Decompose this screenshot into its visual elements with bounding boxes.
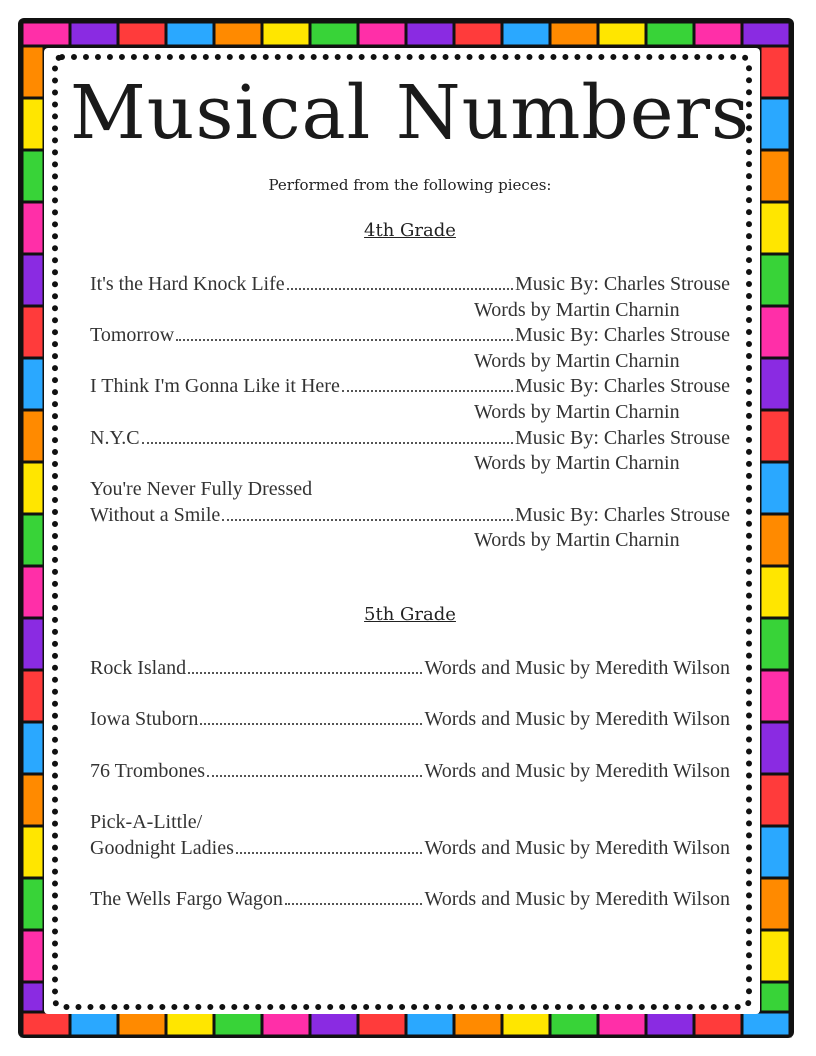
words-credit: Words by Martin Charnin — [474, 299, 680, 321]
border-tile — [22, 982, 44, 1012]
song-title: Iowa Stuborn — [90, 708, 199, 730]
list-item — [90, 655, 730, 681]
border-tile — [22, 826, 44, 878]
border-tile — [22, 618, 44, 670]
words-credit: Words by Martin Charnin — [474, 350, 680, 372]
section-heading-5th-grade: 5th Grade — [364, 604, 456, 625]
border-tile — [406, 22, 454, 46]
list-item — [90, 373, 730, 399]
credit: Words and Music by Meredith Wilson — [424, 888, 730, 910]
list-item — [90, 271, 730, 297]
border-tile — [406, 1012, 454, 1036]
list-item — [90, 758, 730, 784]
border-tile — [22, 98, 44, 150]
dot-leader — [207, 775, 422, 777]
border-tile — [22, 878, 44, 930]
song-title: Tomorrow — [90, 324, 175, 346]
list-item — [90, 706, 730, 732]
border-tile — [694, 22, 742, 46]
border-tile — [760, 826, 790, 878]
border-tile — [214, 22, 262, 46]
border-tile — [760, 46, 790, 98]
border-tile — [646, 22, 694, 46]
border-tile — [22, 22, 70, 46]
border-tile — [742, 1012, 790, 1036]
border-tile — [760, 202, 790, 254]
border-tile — [118, 1012, 166, 1036]
credit: Words and Music by Meredith Wilson — [424, 657, 730, 679]
list-item — [90, 835, 730, 861]
song-title-line1: You're Never Fully Dressed — [90, 478, 313, 500]
dot-leader — [188, 672, 422, 674]
credit: Words and Music by Meredith Wilson — [424, 837, 730, 859]
border-tile — [694, 1012, 742, 1036]
dot-leader — [200, 723, 422, 725]
list-item — [90, 886, 730, 912]
list-item — [90, 322, 730, 348]
border-tile — [760, 306, 790, 358]
border-tile — [760, 618, 790, 670]
border-tile — [760, 150, 790, 202]
border-tile — [22, 150, 44, 202]
border-tile — [262, 22, 310, 46]
border-tile — [760, 774, 790, 826]
dot-leader — [287, 288, 513, 290]
border-tile — [760, 410, 790, 462]
border-tile — [22, 358, 44, 410]
border-tile — [760, 254, 790, 306]
border-tile — [22, 410, 44, 462]
border-tile — [550, 1012, 598, 1036]
border-tile — [760, 358, 790, 410]
border-tile — [502, 1012, 550, 1036]
border-tile — [22, 46, 44, 98]
border-tile — [166, 1012, 214, 1036]
dot-leader — [222, 519, 513, 521]
border-tile — [22, 254, 44, 306]
border-tile — [22, 202, 44, 254]
border-tile — [760, 98, 790, 150]
border-tile — [502, 22, 550, 46]
border-tile — [760, 930, 790, 982]
border-tile — [22, 670, 44, 722]
music-credit: Music By: Charles Strouse — [515, 375, 730, 397]
border-tile — [598, 22, 646, 46]
border-tile — [760, 722, 790, 774]
dot-leader — [236, 852, 423, 854]
border-tile — [760, 982, 790, 1012]
music-credit: Music By: Charles Strouse — [515, 324, 730, 346]
border-tile — [550, 22, 598, 46]
dot-leader — [342, 390, 513, 392]
border-tile — [22, 514, 44, 566]
border-tile — [646, 1012, 694, 1036]
song-title: N.Y.C — [90, 427, 140, 449]
border-tile — [760, 514, 790, 566]
border-tile — [454, 1012, 502, 1036]
page-title: Musical Numbers — [70, 70, 750, 156]
song-title: Goodnight Ladies — [90, 837, 234, 859]
words-credit: Words by Martin Charnin — [474, 452, 680, 474]
music-credit: Music By: Charles Strouse — [515, 427, 730, 449]
border-tile — [22, 722, 44, 774]
border-tile — [22, 306, 44, 358]
song-title: 76 Trombones — [90, 760, 206, 782]
song-title: I Think I'm Gonna Like it Here — [90, 375, 340, 397]
credit: Words and Music by Meredith Wilson — [424, 708, 730, 730]
song-title: The Wells Fargo Wagon — [90, 888, 283, 910]
border-tile — [70, 1012, 118, 1036]
song-title: Rock Island — [90, 657, 187, 679]
border-tile — [760, 878, 790, 930]
song-title: It's the Hard Knock Life — [90, 273, 285, 295]
border-tile — [214, 1012, 262, 1036]
dot-leader — [285, 903, 423, 905]
border-tile — [358, 1012, 406, 1036]
border-tile — [22, 930, 44, 982]
border-tile — [598, 1012, 646, 1036]
border-tile — [166, 22, 214, 46]
border-tile — [22, 462, 44, 514]
border-tile — [358, 22, 406, 46]
words-credit: Words by Martin Charnin — [474, 401, 680, 423]
border-tile — [760, 566, 790, 618]
border-tile — [22, 566, 44, 618]
border-tile — [310, 1012, 358, 1036]
border-tile — [70, 22, 118, 46]
border-tile — [310, 22, 358, 46]
section-heading-4th-grade: 4th Grade — [364, 220, 456, 241]
words-credit: Words by Martin Charnin — [474, 529, 680, 551]
border-tile — [22, 774, 44, 826]
border-tile — [22, 1012, 70, 1036]
border-tile — [742, 22, 790, 46]
border-tile — [760, 670, 790, 722]
border-tile — [262, 1012, 310, 1036]
music-credit: Music By: Charles Strouse — [515, 504, 730, 526]
song-title-line1: Pick-A-Little/ — [90, 811, 203, 833]
song-title: Without a Smile — [90, 504, 221, 526]
list-item — [90, 502, 730, 528]
credit: Words and Music by Meredith Wilson — [424, 760, 730, 782]
border-tile — [454, 22, 502, 46]
list-item — [90, 425, 730, 451]
border-tile — [118, 22, 166, 46]
dot-leader — [176, 339, 513, 341]
page-subtitle: Performed from the following pieces: — [268, 176, 552, 194]
music-credit: Music By: Charles Strouse — [515, 273, 730, 295]
dot-leader — [142, 442, 513, 444]
border-tile — [760, 462, 790, 514]
